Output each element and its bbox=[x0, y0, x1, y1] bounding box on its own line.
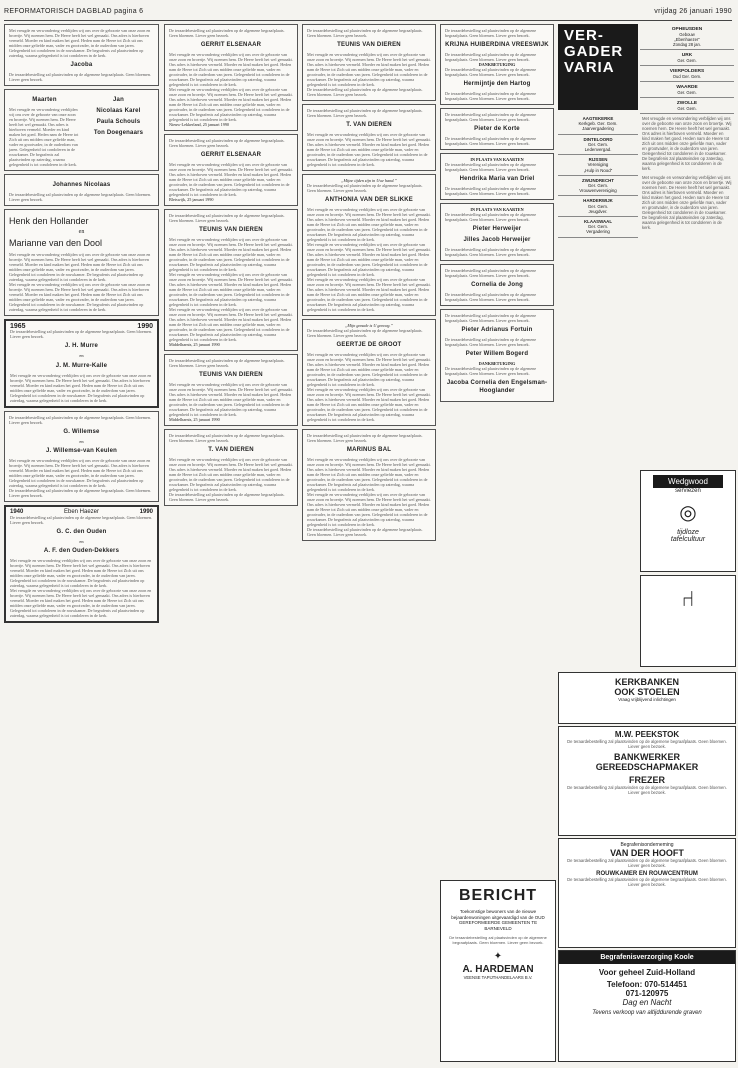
spectra-ad bbox=[640, 575, 736, 667]
death-notice-1: De teraardebestelling zal plaatsvinden op de algemene begraafplaats. Geen bloemen. Liever geen bezoek. GERRIT ELSENAAR Met vreugde en verwondering verblijden wij ons over de geboorte van onze zoon en broertje. Wij noemen hem. De Heere heeft het wel gemaakt. Ons adres is hierboven vermeld. Moeder en kind maken het goed. Heden nam de Heere tot Zich uit ons midden onze geliefde man, vader en grootvader, in de ouderdom van jaren. Gelegenheid tot condoleren in de rouwkamer. De begrafenis zal plaatsvinden op zaterdag, waarna gelegenheid is tot condoleren in de kerk. Met vreugde en verwondering verblijden wij ons over de geboorte van onze zoon en broertje. Wij noemen hem. De Heere heeft het wel gemaakt. Ons adres is hierboven vermeld. Moeder en kind maken het goed. Heden nam de Heere tot Zich uit ons midden onze geliefde man, vader en grootvader, in de ouderdom van jaren. Gelegenheid tot condoleren in de rouwkamer. De begrafenis zal plaatsvinden op zaterdag, waarna gelegenheid is tot condoleren in de kerk. Nieuw-Lekkerland, 25 januari 1990 bbox=[164, 24, 298, 131]
thanks-notice-3: IN PLAATS VAN KAARTEN De teraardebestelling zal plaatsvinden op de algemene begraafplaats. Geen bloemen. Liever geen bezoek. Hendrika Maria van Driel De teraardebestelling zal plaatsvinden op de algemene begraafplaats. Geen bloemen. Liever geen bezoek. bbox=[440, 153, 554, 200]
varia-entry: DINTELOORD Ger. Gem. Ledenvergad. bbox=[558, 135, 638, 156]
peekstok-ad: M.W. PEEKSTOK De teraardebestelling zal plaatsvinden op de algemene begraafplaats. Geen bloemen. Liever geen bezoek. BANKWERKER GEREEDSCHAPMAKER FREZER De teraardebestelling zal plaatsvinden op de algemene begraafplaats. Geen bloemen. Liever geen bezoek. bbox=[558, 726, 736, 836]
column-3 bbox=[302, 24, 436, 1064]
birth-notice: Met vreugde en verwondering verblijden wij ons over de geboorte van onze zoon en broertje. Wij noemen hem. De Heere heeft het wel gemaakt. Ons adres is hierboven vermeld. Moeder en kind maken het goed. Heden nam de Heere tot Zich uit ons midden onze geliefde man, vader en grootvader, in de ouderdom van jaren. Gelegenheid tot condoleren in de rouwkamer. De begrafenis zal plaatsvinden op zaterdag, waarna gelegenheid is tot condoleren in de kerk. Jacoba De teraardebestelling zal plaatsvinden op de algemene begraafplaats. Geen bloemen. Liever geen bezoek. bbox=[4, 24, 159, 86]
varia-entry: WAARDE Ger. Gem. bbox=[640, 82, 734, 98]
dinnerware-icon: ◎ bbox=[679, 502, 697, 524]
wedgwood-ad: Wedgwood serviezen ◎ tijdloze tafelcultuur bbox=[640, 470, 736, 572]
death-notice-3: De teraardebestelling zal plaatsvinden op de algemene begraafplaats. Geen bloemen. Liever geen bezoek. TEUNIS VAN DIEREN Met vreugde en verwondering verblijden wij ons over de geboorte van onze zoon en broertje. Wij noemen hem. De Heere heeft het wel gemaakt. Ons adres is hierboven vermeld. Moeder en kind maken het goed. Heden nam de Heere tot Zich uit ons midden onze geliefde man, vader en grootvader, in de ouderdom van jaren. Gelegenheid tot condoleren in de rouwkamer. De begrafenis zal plaatsvinden op zaterdag, waarna gelegenheid is tot condoleren in de kerk. Met vreugde en verwondering verblijden wij ons over de geboorte van onze zoon en broertje. Wij noemen hem. De Heere heeft het wel gemaakt. Ons adres is hierboven vermeld. Moeder en kind maken het goed. Heden nam de Heere tot Zich uit ons midden onze geliefde man, vader en grootvader, in de ouderdom van jaren. Gelegenheid tot condoleren in de rouwkamer. De begrafenis zal plaatsvinden op zaterdag, waarna gelegenheid is tot condoleren in de kerk. Met vreugde en verwondering verblijden wij ons over de geboorte van onze zoon en broertje. Wij noemen hem. De Heere heeft het wel gemaakt. Ons adres is hierboven vermeld. Moeder en kind maken het goed. Heden nam de Heere tot Zich uit ons midden onze geliefde man, vader en grootvader, in de ouderdom van jaren. Gelegenheid tot condoleren in de rouwkamer. De begrafenis zal plaatsvinden op zaterdag, waarna gelegenheid is tot condoleren in de kerk. Middelharnis, 25 januari 1990 bbox=[164, 209, 298, 351]
varia-entry: OPHEUSDEN Gebouw „Ebenhaezer” Zondag 28 jan. bbox=[640, 24, 734, 50]
death-notice-9: „Mijn genade is U genoeg.” De teraardebestelling zal plaatsvinden op de algemene begraafplaats. Geen bloemen. Liever geen bezoek. GEERTJE DE GROOT Met vreugde en verwondering verblijden wij ons over de geboorte van onze zoon en broertje. Wij noemen hem. De Heere heeft het wel gemaakt. Ons adres is hierboven vermeld. Moeder en kind maken het goed. Heden nam de Heere tot Zich uit ons midden onze geliefde man, vader en grootvader, in de ouderdom van jaren. Gelegenheid tot condoleren in de rouwkamer. De begrafenis zal plaatsvinden op zaterdag, waarna gelegenheid is tot condoleren in de kerk. Met vreugde en verwondering verblijden wij ons over de geboorte van onze zoon en broertje. Wij noemen hem. De Heere heeft het wel gemaakt. Ons adres is hierboven vermeld. Moeder en kind maken het goed. Heden nam de Heere tot Zich uit ons midden onze geliefde man, vader en grootvader, in de ouderdom van jaren. Gelegenheid tot condoleren in de rouwkamer. De begrafenis zal plaatsvinden op zaterdag, waarna gelegenheid is tot condoleren in de kerk. bbox=[302, 319, 436, 426]
column-4 bbox=[440, 24, 554, 874]
varia-entry: VIERPOLDERS Oud Ger. Gem. bbox=[640, 66, 734, 82]
varia-list-left bbox=[558, 114, 638, 454]
thanks-notice-6: De teraardebestelling zal plaatsvinden op de algemene begraafplaats. Geen bloemen. Liever geen bezoek. Pieter Adrianus Fortuin De teraardebestelling zal plaatsvinden op de algemene begraafplaats. Geen bloemen. Liever geen bezoek. Peter Willem Bogerd DANKBETUIGING De teraardebestelling zal plaatsvinden op de algemene begraafplaats. Geen bloemen. Liever geen bezoek. Jacoba Cornelia den Engelsman-Hooglander bbox=[440, 309, 554, 402]
marriage-notice: Henk den Hollander en Marianne van den Dool Met vreugde en verwondering verblijden wij ons over de geboorte van onze zoon en broertje. Wij noemen hem. De Heere heeft het wel gemaakt. Ons adres is hierboven vermeld. Moeder en kind maken het goed. Heden nam de Heere tot Zich uit ons midden onze geliefde man, vader en grootvader, in de ouderdom van jaren. Gelegenheid tot condoleren in de rouwkamer. De begrafenis zal plaatsvinden op zaterdag, waarna gelegenheid is tot condoleren in de kerk. Met vreugde en verwondering verblijden wij ons over de geboorte van onze zoon en broertje. Wij noemen hem. De Heere heeft het wel gemaakt. Ons adres is hierboven vermeld. Moeder en kind maken het goed. Heden nam de Heere tot Zich uit ons midden onze geliefde man, vader en grootvader, in de ouderdom van jaren. Gelegenheid tot condoleren in de rouwkamer. De begrafenis zal plaatsvinden op zaterdag, waarna gelegenheid is tot condoleren in de kerk. bbox=[4, 209, 159, 316]
birth-notice-2: Maarten Met vreugde en verwondering verblijden wij ons over de geboorte van onze zoon en broertje. Wij noemen hem. De Heere heeft het wel gemaakt. Ons adres is hierboven vermeld. Moeder en kind maken het goed. Heden nam de Heere tot Zich uit ons midden onze geliefde man, vader en grootvader, in de ouderdom van jaren. Gelegenheid tot condoleren in de rouwkamer. De begrafenis zal plaatsvinden op zaterdag, waarna gelegenheid is tot condoleren in de kerk. Jan Nicolaas Karel Paula Schouls Ton Doegenaars bbox=[4, 89, 159, 171]
varia-entry: URK Ger. Gem. bbox=[640, 50, 734, 66]
varia-entry: AAGTEKERKE Kerkgeb. Ger. Gem. Jaarvergadering bbox=[558, 114, 638, 135]
thanks-notice-1: De teraardebestelling zal plaatsvinden op de algemene begraafplaats. Geen bloemen. Liever geen bezoek. KRIJNA HUIBERDINA VREESWIJK De teraardebestelling zal plaatsvinden op de algemene begraafplaats. Geen bloemen. Liever geen bezoek. DANKBETUIGING De teraardebestelling zal plaatsvinden op de algemene begraafplaats. Geen bloemen. Liever geen bezoek. Hermijntje den Hartog De teraardebestelling zal plaatsvinden op de algemene begraafplaats. Geen bloemen. Liever geen bezoek. bbox=[440, 24, 554, 105]
kerkbanken-ad: KERKBANKEN OOK STOELEN Vraag vrijblijvend inlichtingen bbox=[558, 672, 736, 724]
header-left: REFORMATORISCH DAGBLAD pagina 6 bbox=[4, 8, 144, 15]
varia-entry: RIJSSEN Vereniging „Hulp in Nood” bbox=[558, 155, 638, 176]
bride: Marianne van den Dool bbox=[9, 238, 103, 249]
birth-notice-3: Johannes Nicolaas De teraardebestelling zal plaatsvinden op de algemene begraafplaats. Geen bloemen. Liever geen bezoek. bbox=[4, 174, 159, 206]
koole-ad: Begrafenisverzorging Koole Voor geheel Zuid-Holland Telefoon: 070-514451 071-120975 Dag en Nacht Tevens verkoop van altijddurende graven bbox=[558, 950, 736, 1062]
column-2 bbox=[164, 24, 298, 1064]
varia-list-right: OPHEUSDEN Gebouw „Ebenhaezer” Zondag 28 jan. URK Ger. Gem. VIERPOLDERS Oud Ger. Gem. WAARDE Ger. Gem. ZWOLLE Ger. Gem. Met vreugde en verwondering verblijden wij ons over de geboorte van onze zoon en broertje. Wij noemen hem. De Heere heeft het wel gemaakt. Ons adres is hierboven vermeld. Moeder en kind maken het goed. Heden nam de Heere tot Zich uit ons midden onze geliefde man, vader en grootvader, in de ouderdom van jaren. Gelegenheid tot condoleren in de rouwkamer. De begrafenis zal plaatsvinden op zaterdag, waarna gelegenheid is tot condoleren in de kerk. Met vreugde en verwondering verblijden wij ons over de geboorte van onze zoon en broertje. Wij noemen hem. De Heere heeft het wel gemaakt. Ons adres is hierboven vermeld. Moeder en kind maken het goed. Heden nam de Heere tot Zich uit ons midden onze geliefde man, vader en grootvader, in de ouderdom van jaren. Gelegenheid tot condoleren in de rouwkamer. De begrafenis zal plaatsvinden op zaterdag, waarna gelegenheid is tot condoleren in de kerk. bbox=[640, 24, 734, 464]
death-notice-5: De teraardebestelling zal plaatsvinden op de algemene begraafplaats. Geen bloemen. Liever geen bezoek. T. VAN DIEREN Met vreugde en verwondering verblijden wij ons over de geboorte van onze zoon en broertje. Wij noemen hem. De Heere heeft het wel gemaakt. Ons adres is hierboven vermeld. Moeder en kind maken het goed. Heden nam de Heere tot Zich uit ons midden onze geliefde man, vader en grootvader, in de ouderdom van jaren. Gelegenheid tot condoleren in de rouwkamer. De begrafenis zal plaatsvinden op zaterdag, waarna gelegenheid is tot condoleren in de kerk. De teraardebestelling zal plaatsvinden op de algemene begraafplaats. Geen bloemen. Liever geen bezoek. bbox=[164, 429, 298, 506]
death-notice-10: De teraardebestelling zal plaatsvinden op de algemene begraafplaats. Geen bloemen. Liever geen bezoek. MARINUS BAL Met vreugde en verwondering verblijden wij ons over de geboorte van onze zoon en broertje. Wij noemen hem. De Heere heeft het wel gemaakt. Ons adres is hierboven vermeld. Moeder en kind maken het goed. Heden nam de Heere tot Zich uit ons midden onze geliefde man, vader en grootvader, in de ouderdom van jaren. Gelegenheid tot condoleren in de rouwkamer. De begrafenis zal plaatsvinden op zaterdag, waarna gelegenheid is tot condoleren in de kerk. Met vreugde en verwondering verblijden wij ons over de geboorte van onze zoon en broertje. Wij noemen hem. De Heere heeft het wel gemaakt. Ons adres is hierboven vermeld. Moeder en kind maken het goed. Heden nam de Heere tot Zich uit ons midden onze geliefde man, vader en grootvader, in de ouderdom van jaren. Gelegenheid tot condoleren in de rouwkamer. De begrafenis zal plaatsvinden op zaterdag, waarna gelegenheid is tot condoleren in de kerk. De teraardebestelling zal plaatsvinden op de algemene begraafplaats. Geen bloemen. Liever geen bezoek. bbox=[302, 429, 436, 541]
birth-name: Jacoba bbox=[70, 62, 93, 68]
column-1 bbox=[4, 24, 159, 1064]
thanks-notice-5: De teraardebestelling zal plaatsvinden op de algemene begraafplaats. Geen bloemen. Liever geen bezoek. Cornelia de Jong De teraardebestelling zal plaatsvinden op de algemene begraafplaats. Geen bloemen. Liever geen bezoek. bbox=[440, 264, 554, 306]
bericht-ad: BERICHT Toekomstige bewoners van de nieuwe bejaardenwoningen uitgevaardigd van de OUD GEREFORMEERDE GEMEENTEN TE BARNEVELD De teraardebestelling zal plaatsvinden op de algemene begraafplaats. Geen bloemen. Liever geen bezoek. ✦ A. HARDEMAN VEENSE TAPIJTHANDELAARS B.V. bbox=[440, 880, 556, 1062]
anniversary-2: De teraardebestelling zal plaatsvinden op de algemene begraafplaats. Geen bloemen. Liever geen bezoek. G. Willemse en J. Willemse-van Keulen Met vreugde en verwondering verblijden wij ons over de geboorte van onze zoon en broertje. Wij noemen hem. De Heere heeft het wel gemaakt. Ons adres is hierboven vermeld. Moeder en kind maken het goed. Heden nam de Heere tot Zich uit ons midden onze geliefde man, vader en grootvader, in de ouderdom van jaren. Gelegenheid tot condoleren in de rouwkamer. De begrafenis zal plaatsvinden op zaterdag, waarna gelegenheid is tot condoleren in de kerk. De teraardebestelling zal plaatsvinden op de algemene begraafplaats. Geen bloemen. Liever geen bezoek. bbox=[4, 411, 159, 502]
thanks-notice-2: De teraardebestelling zal plaatsvinden op de algemene begraafplaats. Geen bloemen. Liever geen bezoek. Pieter de Korte De teraardebestelling zal plaatsvinden op de algemene begraafplaats. Geen bloemen. Liever geen bezoek. bbox=[440, 108, 554, 150]
varia-entry: KLAASWAAL Ger. Gem. Vergadering bbox=[558, 217, 638, 238]
header-right: vrijdag 26 januari 1990 bbox=[654, 8, 732, 15]
death-notice-6: De teraardebestelling zal plaatsvinden op de algemene begraafplaats. Geen bloemen. Liever geen bezoek. TEUNIS VAN DIEREN Met vreugde en verwondering verblijden wij ons over de geboorte van onze zoon en broertje. Wij noemen hem. De Heere heeft het wel gemaakt. Ons adres is hierboven vermeld. Moeder en kind maken het goed. Heden nam de Heere tot Zich uit ons midden onze geliefde man, vader en grootvader, in de ouderdom van jaren. Gelegenheid tot condoleren in de rouwkamer. De begrafenis zal plaatsvinden op zaterdag, waarna gelegenheid is tot condoleren in de kerk. De teraardebestelling zal plaatsvinden op de algemene begraafplaats. Geen bloemen. Liever geen bezoek. bbox=[302, 24, 436, 101]
hooft-ad: Begrafenisonderneming VAN DER HOOFT De teraardebestelling zal plaatsvinden op de algemene begraafplaats. Geen bloemen. Liever geen bezoek. ROUWKAMER EN ROUWCENTRUM De teraardebestelling zal plaatsvinden op de algemene begraafplaats. Geen bloemen. Liever geen bezoek. bbox=[558, 838, 736, 948]
varia-entry: HARDERWIJK Ger. Gem. Jeugdver. bbox=[558, 196, 638, 217]
anniversary-1: 1965 1990 De teraardebestelling zal plaatsvinden op de algemene begraafplaats. Geen bloemen. Liever geen bezoek. J. H. Murre en J. M. Murre-Kalle Met vreugde en verwondering verblijden wij ons over de geboorte van onze zoon en broertje. Wij noemen hem. De Heere heeft het wel gemaakt. Ons adres is hierboven vermeld. Moeder en kind maken het goed. Heden nam de Heere tot Zich uit ons midden onze geliefde man, vader en grootvader, in de ouderdom van jaren. Gelegenheid tot condoleren in de rouwkamer. De begrafenis zal plaatsvinden op zaterdag, waarna gelegenheid is tot condoleren in de kerk. bbox=[4, 319, 159, 407]
death-notice-8: „Mijne tijden zijn in Uwe hand.” De teraardebestelling zal plaatsvinden op de algemene begraafplaats. Geen bloemen. Liever geen bezoek. ANTHONIA VAN DER SLIKKE Met vreugde en verwondering verblijden wij ons over de geboorte van onze zoon en broertje. Wij noemen hem. De Heere heeft het wel gemaakt. Ons adres is hierboven vermeld. Moeder en kind maken het goed. Heden nam de Heere tot Zich uit ons midden onze geliefde man, vader en grootvader, in de ouderdom van jaren. Gelegenheid tot condoleren in de rouwkamer. De begrafenis zal plaatsvinden op zaterdag, waarna gelegenheid is tot condoleren in de kerk. Met vreugde en verwondering verblijden wij ons over de geboorte van onze zoon en broertje. Wij noemen hem. De Heere heeft het wel gemaakt. Ons adres is hierboven vermeld. Moeder en kind maken het goed. Heden nam de Heere tot Zich uit ons midden onze geliefde man, vader en grootvader, in de ouderdom van jaren. Gelegenheid tot condoleren in de rouwkamer. De begrafenis zal plaatsvinden op zaterdag, waarna gelegenheid is tot condoleren in de kerk. Met vreugde en verwondering verblijden wij ons over de geboorte van onze zoon en broertje. Wij noemen hem. De Heere heeft het wel gemaakt. Ons adres is hierboven vermeld. Moeder en kind maken het goed. Heden nam de Heere tot Zich uit ons midden onze geliefde man, vader en grootvader, in de ouderdom van jaren. Gelegenheid tot condoleren in de rouwkamer. De begrafenis zal plaatsvinden op zaterdag, waarna gelegenheid is tot condoleren in de kerk. bbox=[302, 174, 436, 316]
anniversary-3: 1940 Eben Haezer 1990 De teraardebestelling zal plaatsvinden op de algemene begraafplaats. Geen bloemen. Liever geen bezoek. G. C. den Ouden en A. F. den Ouden-Dekkers Met vreugde en verwondering verblijden wij ons over de geboorte van onze zoon en broertje. Wij noemen hem. De Heere heeft het wel gemaakt. Ons adres is hierboven vermeld. Moeder en kind maken het goed. Heden nam de Heere tot Zich uit ons midden onze geliefde man, vader en grootvader, in de ouderdom van jaren. Gelegenheid tot condoleren in de rouwkamer. De begrafenis zal plaatsvinden op zaterdag, waarna gelegenheid is tot condoleren in de kerk. Met vreugde en verwondering verblijden wij ons over de geboorte van onze zoon en broertje. Wij noemen hem. De Heere heeft het wel gemaakt. Ons adres is hierboven vermeld. Moeder en kind maken het goed. Heden nam de Heere tot Zich uit ons midden onze geliefde man, vader en grootvader, in de ouderdom van jaren. Gelegenheid tot condoleren in de rouwkamer. De begrafenis zal plaatsvinden op zaterdag, waarna gelegenheid is tot condoleren in de kerk. bbox=[4, 505, 159, 623]
varia-entry: ZWIJNDRECHT Ger. Gem. Vrouwenvereniging bbox=[558, 176, 638, 197]
groom: Henk den Hollander bbox=[9, 216, 89, 226]
bericht-title: BERICHT bbox=[458, 887, 538, 904]
death-notice-2: De teraardebestelling zal plaatsvinden op de algemene begraafplaats. Geen bloemen. Liever geen bezoek. GERRIT ELSENAAR Met vreugde en verwondering verblijden wij ons over de geboorte van onze zoon en broertje. Wij noemen hem. De Heere heeft het wel gemaakt. Ons adres is hierboven vermeld. Moeder en kind maken het goed. Heden nam de Heere tot Zich uit ons midden onze geliefde man, vader en grootvader, in de ouderdom van jaren. Gelegenheid tot condoleren in de rouwkamer. De begrafenis zal plaatsvinden op zaterdag, waarna gelegenheid is tot condoleren in de kerk. Bleiswijk, 25 januari 1990 bbox=[164, 134, 298, 206]
death-notice-7: De teraardebestelling zal plaatsvinden op de algemene begraafplaats. Geen bloemen. Liever geen bezoek. T. VAN DIEREN Met vreugde en verwondering verblijden wij ons over de geboorte van onze zoon en broertje. Wij noemen hem. De Heere heeft het wel gemaakt. Ons adres is hierboven vermeld. Moeder en kind maken het goed. Heden nam de Heere tot Zich uit ons midden onze geliefde man, vader en grootvader, in de ouderdom van jaren. Gelegenheid tot condoleren in de rouwkamer. De begrafenis zal plaatsvinden op zaterdag, waarna gelegenheid is tot condoleren in de kerk. bbox=[302, 104, 436, 171]
varia-entry: ZWOLLE Ger. Gem. bbox=[640, 98, 734, 114]
hardeman-brand: A. HARDEMAN bbox=[462, 964, 534, 975]
chair-icon: ⑁ bbox=[681, 586, 695, 611]
death-notice-4: De teraardebestelling zal plaatsvinden op de algemene begraafplaats. Geen bloemen. Liever geen bezoek. TEUNIS VAN DIEREN Met vreugde en verwondering verblijden wij ons over de geboorte van onze zoon en broertje. Wij noemen hem. De Heere heeft het wel gemaakt. Ons adres is hierboven vermeld. Moeder en kind maken het goed. Heden nam de Heere tot Zich uit ons midden onze geliefde man, vader en grootvader, in de ouderdom van jaren. Gelegenheid tot condoleren in de rouwkamer. De begrafenis zal plaatsvinden op zaterdag, waarna gelegenheid is tot condoleren in de kerk. Middelharnis, 25 januari 1990 bbox=[164, 354, 298, 426]
vergader-varia-banner: VER-GADER VARIA bbox=[558, 24, 638, 110]
page-header bbox=[4, 6, 732, 21]
thanks-notice-4: IN PLAATS VAN KAARTEN De teraardebestelling zal plaatsvinden op de algemene begraafplaats. Geen bloemen. Liever geen bezoek. Pieter Herweijer Jilles Jacob Herweijer De teraardebestelling zal plaatsvinden op de algemene begraafplaats. Geen bloemen. Liever geen bezoek. bbox=[440, 203, 554, 261]
logo-icon: ✦ bbox=[493, 951, 503, 962]
